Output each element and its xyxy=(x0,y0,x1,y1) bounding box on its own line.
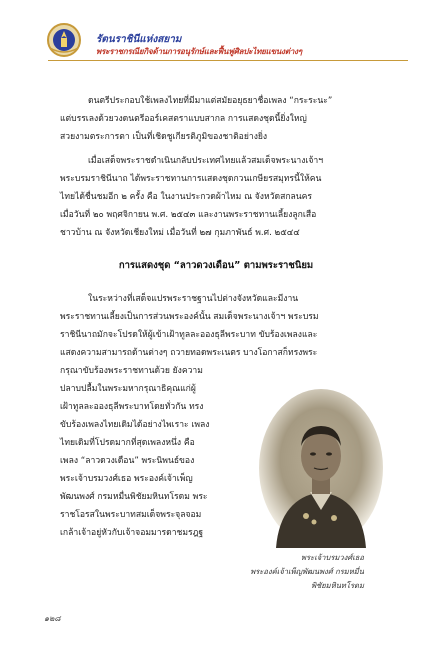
paragraph-2 xyxy=(60,152,380,242)
text-line: ไทยเดิมที่โปรดมากที่สุดเพลงหนึ่ง คือ xyxy=(60,438,195,448)
header-rule xyxy=(48,60,408,61)
text-line: ขับร้องเพลงไทยเดิมได้อย่างไพเราะ เพลง xyxy=(60,420,210,430)
header-subtitle: พระราชกรณียกิจด้านการอนุรักษ์และฟื้นฟูศิลปะไทยแขนงต่างๆ xyxy=(96,47,302,56)
text-line: เฝ้าทูลละอองธุลีพระบาทโดยทั่วกัน ทรง xyxy=(60,402,204,412)
text-line: ไทยได้ชื่นชมอีก ๒ ครั้ง คือ ในงานประกวดผ้าไหม ณ จังหวัดสกลนคร xyxy=(60,192,313,202)
text-line: ปลาบปลื้มในพระมหากรุณาธิคุณแก่ผู้ xyxy=(60,384,196,394)
text-line: ชาวบ้าน ณ จังหวัดเชียงใหม่ เมื่อวันที่ ๒๗ กุมภาพันธ์ พ.ศ. ๒๕๔๔ xyxy=(60,228,300,238)
text-line: พระเจ้าบรมวงศ์เธอ พระองค์เจ้าเพ็ญ xyxy=(60,474,193,484)
text-line: พระราชทานเลี้ยงเป็นการส่วนพระองค์นั้น สมเด็จพระนางเจ้าฯ พระบรม xyxy=(60,312,319,322)
text-line: ในระหว่างที่เสด็จแปรพระราชฐานไปต่างจังหวัดและมีงาน xyxy=(88,294,299,304)
text-line: เมื่อวันที่ ๒๐ พฤศจิกายน พ.ศ. ๒๕๔๓ และงานพระราชทานเลี้ยงลูกเสือ xyxy=(60,210,317,220)
text-line: แสดงความสามารถด้านต่างๆ ถวายทอดพระเนตร บางโอกาสก็ทรงพระ xyxy=(60,348,318,358)
portrait-caption-line-1: พระเจ้าบรมวงศ์เธอ xyxy=(301,553,364,562)
page-header xyxy=(0,0,432,78)
page-number: ๑๒๘ xyxy=(44,614,61,623)
text-line: แต่บรรเลงด้วยวงดนตรีออร์เคสตราแบบสากล การแสดงชุดนี้ยิ่งใหญ่ xyxy=(60,114,307,124)
portrait-caption-line-3: พิชัยมหินทโรดม xyxy=(311,581,364,590)
royal-emblem-icon xyxy=(46,22,82,58)
text-line: สวยงามตระการตา เป็นที่เชิดชูเกียรติภูมิของชาติอย่างยิ่ง xyxy=(60,132,268,142)
text-line: พระบรมราชินีนาถ ได้พระราชทานการแสดงชุดกวนเกษียรสมุทรนี้ให้คน xyxy=(60,174,322,184)
text-line: เมื่อเสด็จพระราชดำเนินกลับประเทศไทยแล้วสมเด็จพระนางเจ้าฯ xyxy=(88,156,324,166)
paragraph-3 xyxy=(60,290,380,362)
text-line: เพลง “ลาวดวงเดือน” พระนิพนธ์ของ xyxy=(60,456,195,466)
portrait-caption-line-2: พระองค์เจ้าเพ็ญพัฒนพงศ์ กรมหมื่น xyxy=(250,567,364,576)
text-line: ราชโอรสในพระบาทสมเด็จพระจุลจอม xyxy=(60,510,202,520)
paragraph-1 xyxy=(60,92,380,146)
prince-portrait xyxy=(258,388,384,548)
header-title: รัตนราชินีแห่งสยาม xyxy=(96,34,182,45)
paragraph-3-continued xyxy=(60,362,255,542)
text-line: กรุณาขับร้องพระราชทานด้วย ยังความ xyxy=(60,366,203,376)
section-heading: การแสดงชุด “ลาวดวงเดือน” ตามพระราชนิยม xyxy=(118,260,314,271)
text-line: ดนตรีประกอบใช้เพลงไทยที่มีมาแต่สมัยอยุธยาชื่อเพลง “กระระนะ” xyxy=(88,96,333,106)
text-line: ราชินีนาถมักจะโปรดให้ผู้เข้าเฝ้าทูลละอองธุลีพระบาท ขับร้องเพลงและ xyxy=(60,330,318,340)
text-line: พัฒนพงศ์ กรมหมื่นพิชัยมหินทโรดม พระ xyxy=(60,492,208,502)
text-line: เกล้าเจ้าอยู่หัวกับเจ้าจอมมารดาชมรฎฐ xyxy=(60,528,204,538)
